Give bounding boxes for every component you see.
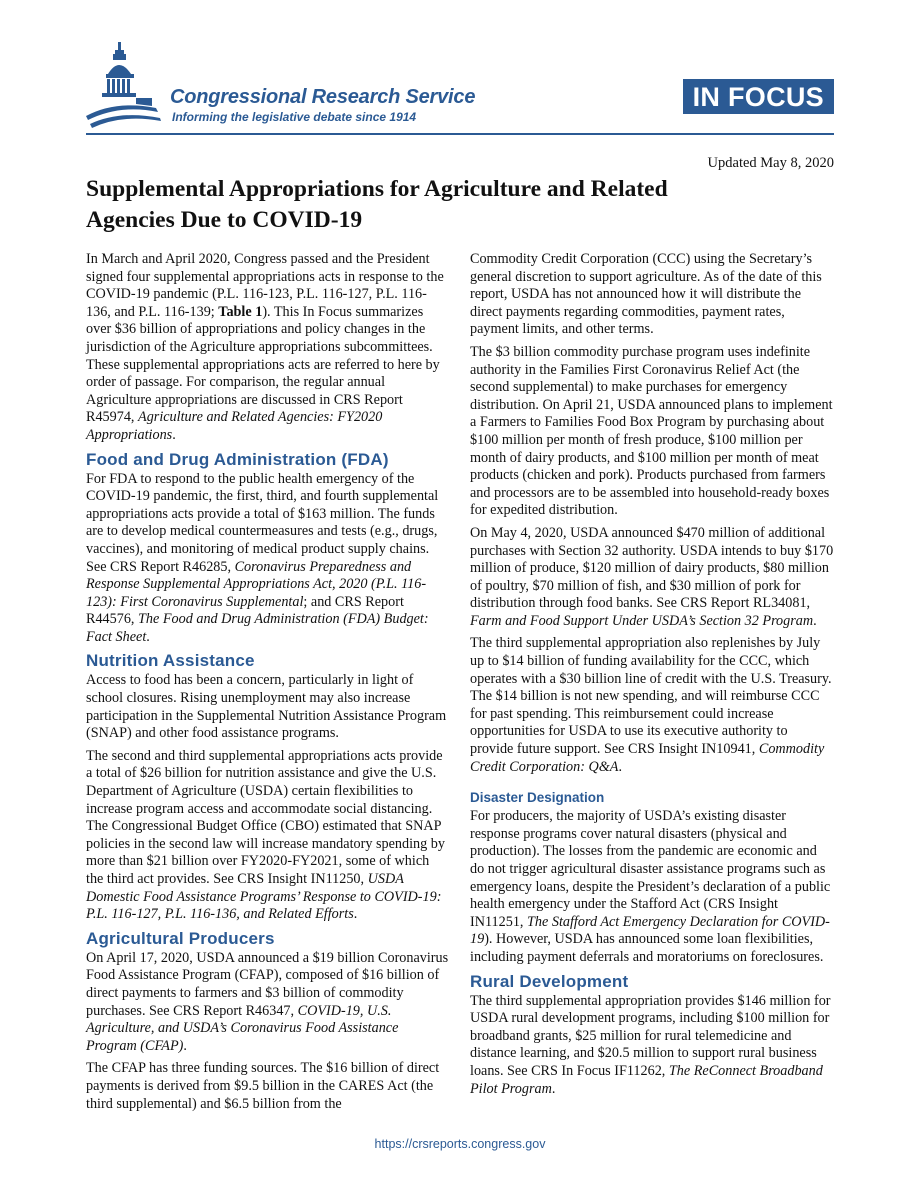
ccc-replenish-paragraph: The third supplemental appropriation also replenishes by July up to $14 billion of funding availability for the CCC, which operates with a $30 billion line of credit with the U.S. Treasury. The $14 billion is not new spending, and will reimburse CCC for past spending. This reimbursement could increase opportunities for USDA to use its executive authority to provide future support. See CRS Insight IN10941, Commodity Credit Corporation: Q&A. — [470, 635, 832, 775]
right-column — [470, 251, 834, 1103]
footer-url[interactable]: https://crsreports.congress.gov — [374, 1137, 546, 1151]
nutrition-paragraph-1: Access to food has been a concern, particularly in light of school closures. Rising unemployment may also increase participation in the Supplemental Nutrition Assistance Program (SNAP) and other food assistance programs. — [86, 672, 447, 742]
left-column — [86, 251, 450, 1118]
nutrition-heading: Nutrition Assistance — [86, 651, 255, 671]
org-name: Congressional Research Service — [170, 86, 476, 108]
capitol-dome-icon — [86, 42, 166, 128]
header-divider — [86, 133, 834, 135]
commodity-purchase-paragraph: The $3 billion commodity purchase program uses indefinite authority in the Families First Coronavirus Relief Act (the second supplemental) to make purchases for emergency distribution. On April 21, USDA announced plans to implement a Farmers to Families Food Box Program by purchasing about $100 million per month of fresh produce, $100 million per month of dairy products, and $100 million per month of meat products (chicken and pork). Products purchased from farmers and processors are to be assembled into household-ready boxes for expedited distribution. — [470, 343, 833, 519]
ccc-paragraph: Commodity Credit Corporation (CCC) using the Secretary’s general discretion to support agriculture. As of the date of this report, USDA has not announced how it will distribute the direct payments regarding commodities, payment rates, payment limits, and other terms. — [470, 251, 822, 338]
intro-paragraph: In March and April 2020, Congress passed and the President signed four supplemental appropriations acts in response to the COVID-19 pandemic (P.L. 116-123, P.L. 116-127, P.L. 116-136, and P.L. 116-139; Table 1). This In Focus summarizes over $36 billion of appropriations and policy changes in the jurisdiction of the Agriculture appropriations subcommittees. These supplemental appropriations acts are referred to here by order of passage. For comparison, the regular annual Agriculture appropriations are discussed in CRS Report R45974, Agriculture and Related Agencies: FY2020 Appropriations. — [86, 251, 444, 443]
producers-heading: Agricultural Producers — [86, 928, 275, 948]
rural-heading: Rural Development — [470, 971, 629, 991]
rural-paragraph: The third supplemental appropriation provides $146 million for USDA rural development programs, including $100 million for broadband grants, $25 million for rural telemedicine and distance learning, and $20.5 million to support rural business loans. See CRS In Focus IF11262, The ReConnect Broadband Pilot Program. — [470, 992, 831, 1097]
disaster-heading: Disaster Designation — [470, 790, 605, 806]
fda-paragraph: For FDA to respond to the public health emergency of the COVID-19 pandemic, the first, third, and fourth supplemental appropriations acts provide a total of $163 million. The funds are to develop medical countermeasures and tests (e.g., drugs, vaccines), and monitoring of medical product supply chains. See CRS Report R46285, Coronavirus Preparedness and Response Supplemental Appropriations Act, 2020 (P.L. 116-123): First Coronavirus Supplemental; and CRS Report R44576, The Food and Drug Administration (FDA) Budget: Fact Sheet. — [86, 470, 439, 645]
in-focus-badge: IN FOCUS — [683, 79, 834, 114]
report-header — [86, 38, 834, 134]
org-tagline: Informing the legislative debate since 1914 — [172, 110, 417, 124]
table-1-reference: Table 1 — [218, 303, 263, 320]
updated-date: Updated May 8, 2020 — [707, 155, 834, 171]
nutrition-paragraph-2: The second and third supplemental appropriations acts provide a total of $26 billion for nutrition assistance and give the U.S. Department of Agriculture (USDA) certain flexibilities to increase program access and accommodate social distancing. The Congressional Budget Office (CBO) estimated that SNAP policies in the second law will increase mandatory spending by more than $21 billion over FY2020-FY2021, some of which the third act provides. See CRS Insight IN11250, USDA Domestic Food Assistance Programs’ Response to COVID-19: P.L. 116-127, P.L. 116-136, and Related Efforts. — [86, 747, 445, 923]
disaster-paragraph: For producers, the majority of USDA’s existing disaster response programs cover natural disasters (physical and production). The losses from the pandemic are economic and do not trigger agricultural disaster assistance programs such as emergency loans, despite the President’s declaration of a public health emergency under the Stafford Act (CRS Insight IN11251, The Stafford Act Emergency Declaration for COVID-19). However, USDA has announced some loan flexibilities, including payment deferrals and moratoriums on foreclosures. — [470, 808, 831, 965]
section32-paragraph: On May 4, 2020, USDA announced $470 million of additional purchases with Section 32 authority. USDA intends to buy $170 million of produce, $120 million of dairy products, $80 million of poultry, $70 million of fish, and $30 million of pork for distribution through food banks. See CRS Report RL34081, Farm and Food Support Under USDA’s Section 32 Program. — [470, 524, 834, 629]
producers-paragraph-2: The CFAP has three funding sources. The $16 billion of direct payments is derived from $9.5 billion in the CARES Act (the third supplemental) and $6.5 billion from the — [86, 1060, 440, 1112]
page-title: Supplemental Appropriations for Agriculture and Related Agencies Due to COVID-19 — [86, 176, 668, 233]
fda-heading: Food and Drug Administration (FDA) — [86, 449, 389, 469]
producers-paragraph-1: On April 17, 2020, USDA announced a $19 billion Coronavirus Food Assistance Program (CFAP), composed of $16 billion of direct payments to farmers and $3 billion of commodity purchases. See CRS Report R46347, COVID-19, U.S. Agriculture, and USDA’s Coronavirus Food Assistance Program (CFAP). — [86, 949, 449, 1054]
